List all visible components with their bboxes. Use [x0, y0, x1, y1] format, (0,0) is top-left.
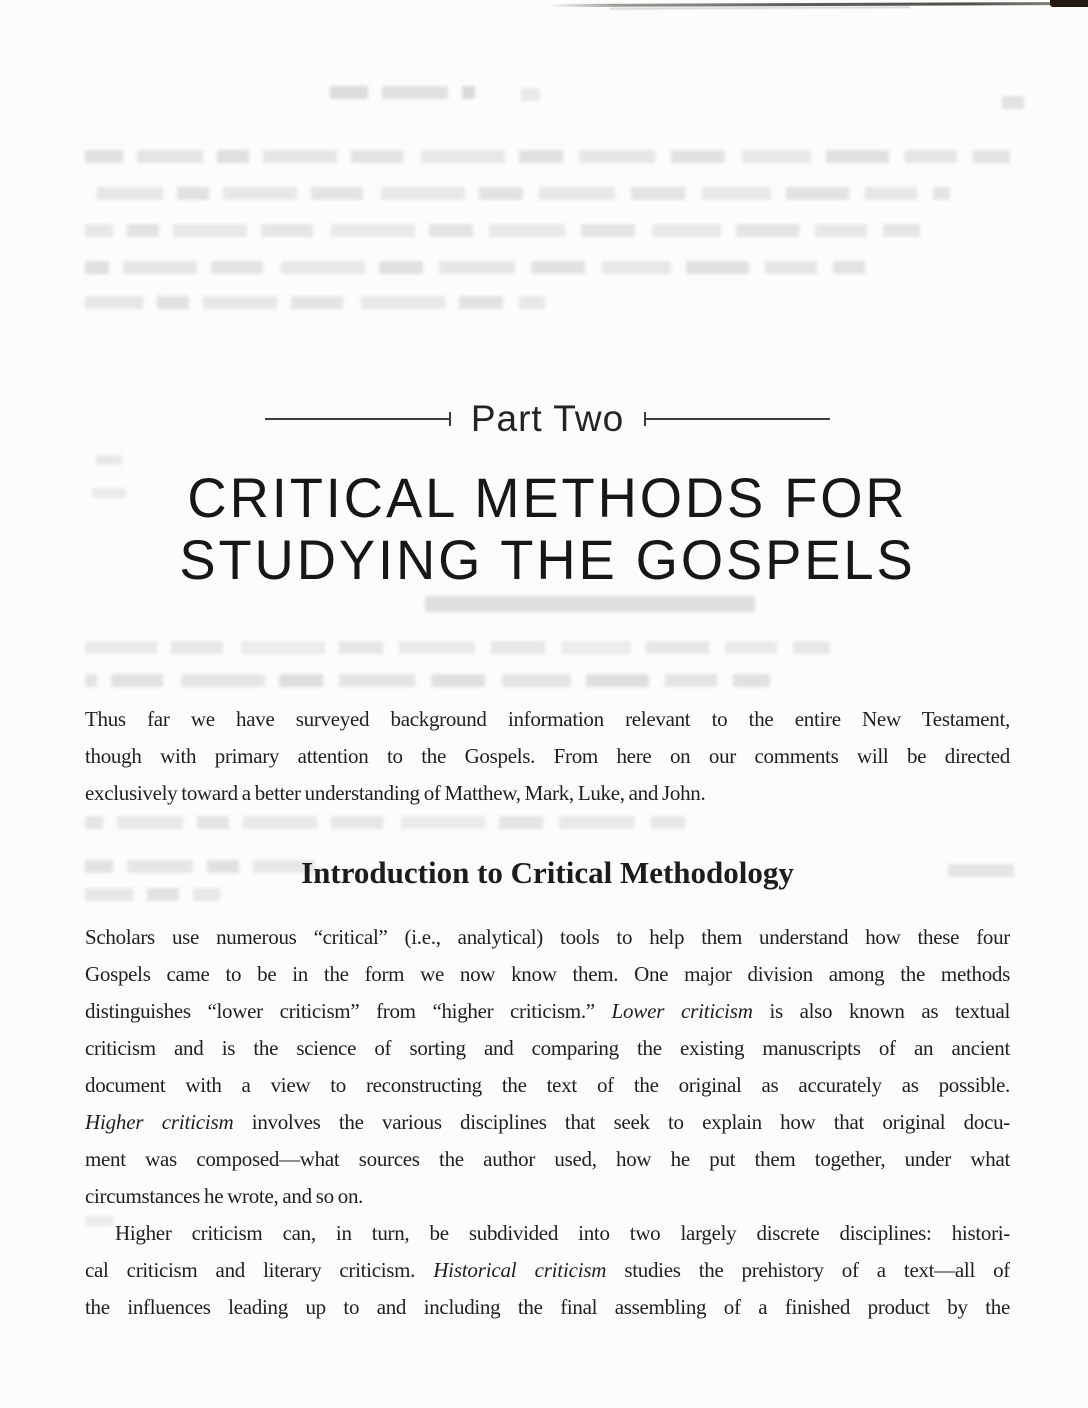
body-line: Higher criticism can, in turn, be subdivided into two largely discrete disciplines: histori- — [115, 1221, 1010, 1245]
body-segment: involves the various disciplines that seek to explain how that original docu- — [233, 1110, 1010, 1134]
body-line: ment was composed—what sources the author used, how he put them together, under what — [85, 1147, 1010, 1171]
term-lower-criticism: Lower criticism — [611, 999, 753, 1023]
bleed-through-line — [85, 261, 1005, 274]
body-line: the influences leading up to and including the final assembling of a finished product by the — [85, 1295, 1010, 1319]
body-line: document with a view to reconstructing the text of the original as accurately as possible. — [85, 1073, 1010, 1097]
bleed-through-title-ghost — [425, 596, 755, 612]
bleed-through-header — [330, 86, 475, 99]
bleed-through-line — [85, 641, 1010, 654]
bleed-through-header — [505, 88, 860, 101]
bleed-through-line — [85, 816, 705, 829]
body-line — [85, 993, 1010, 1030]
part-divider — [85, 398, 1010, 440]
section-heading: Introduction to Critical Methodology — [301, 855, 794, 890]
bleed-through-line — [85, 674, 1010, 687]
bleed-through-line — [85, 296, 605, 309]
body-line: criticism and is the science of sorting and comparing the existing manuscripts of an ancient — [85, 1036, 1010, 1060]
intro-paragraph — [85, 701, 1010, 812]
scan-edge-line-faint — [610, 6, 910, 10]
bleed-through-line — [85, 150, 1010, 163]
body-line: Gospels came to be in the form we now know them. One major division among the methods — [85, 962, 1010, 986]
bleed-through-line — [85, 187, 990, 200]
term-historical-criticism: Historical criticism — [433, 1258, 607, 1282]
body-segment: is also known as textual — [752, 999, 1010, 1023]
bleed-through-page-number — [1002, 96, 1024, 109]
body-segment: distinguishes “lower criticism” from “higher criticism.” — [85, 999, 612, 1023]
intro-line: though with primary attention to the Gospels. From here on our comments will be directed — [85, 744, 1010, 768]
body-line: circumstances he wrote, and so on. — [85, 1184, 364, 1208]
body-line — [85, 1104, 1010, 1141]
intro-line: exclusively toward a better understanding of Matthew, Mark, Luke, and John. — [85, 781, 706, 805]
part-title-line1: CRITICAL METHODS FOR — [187, 466, 908, 529]
bleed-through-line — [85, 224, 1010, 237]
body-segment: cal criticism and literary criticism. — [85, 1258, 434, 1282]
body-segment: studies the prehistory of a text—all of — [606, 1258, 1010, 1282]
part-title-line2: STUDYING THE GOSPELS — [179, 528, 916, 591]
intro-line: Thus far we have surveyed background information relevant to the entire New Testament, — [85, 707, 1010, 731]
part-label: Part Two — [470, 398, 625, 439]
part-rule-right — [644, 418, 830, 420]
scan-corner-mark — [1050, 0, 1088, 7]
body-line: Scholars use numerous “critical” (i.e., analytical) tools to help them understand how these four — [85, 925, 1010, 949]
body-line — [85, 1252, 1010, 1289]
body-text — [85, 919, 1010, 1326]
part-rule-left — [265, 418, 451, 420]
part-title — [85, 467, 1010, 591]
bleed-through-margin-mark — [96, 455, 122, 465]
term-higher-criticism: Higher criticism — [85, 1110, 234, 1134]
